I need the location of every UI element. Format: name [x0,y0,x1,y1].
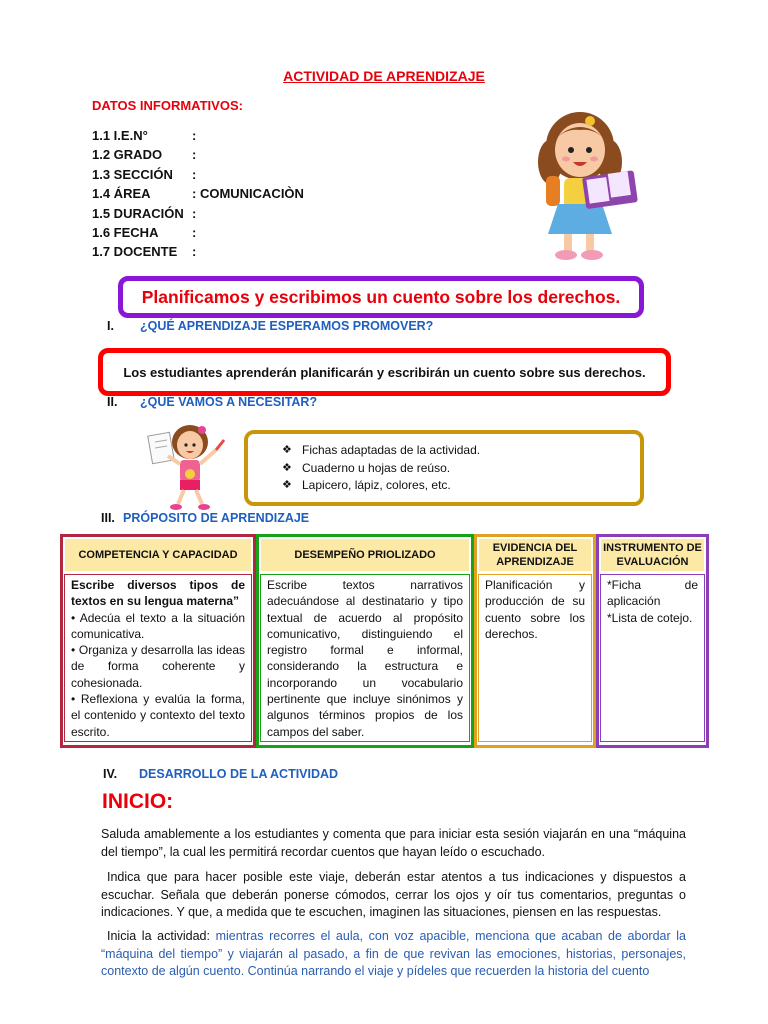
paragraph: Inicia la actividad: mientras recorres el aula, con voz apacible, menciona que acaban de abordar la “máquina del tiempo” y viajarán al pasado, a fin de que revivan las emociones, historias, personajes, contexto de algún cuento. Continúa narrando el viaje y pídeles que recuerden la historia del cuento [101,929,686,978]
inicio-heading: INICIO: [102,790,174,813]
paragraph: Saluda amablemente a los estudiantes y comenta que para iniciar esta sesión viajarán en una “máquina del tiempo”, la cual les permitirá recordar cuentos que hayan leído o escuchado. [101,827,686,859]
proposito-table [60,534,709,748]
diamond-bullet-icon: ❖ [282,461,292,474]
table-header: INSTRUMENTO DE EVALUACIÓN [601,539,704,571]
aprendizaje-box: Los estudiantes aprenderán planificarán y escribirán un cuento sobre sus derechos. [98,348,671,396]
paragraph: Indica que para hacer posible este viaje, deberán estar atentos a tus indicaciones y dispuestos a escuchar. Señala que deberán ponerse cómodos, cerrar los ojos y oír tus comentarios, preguntas o indicaciones. Y que, a medida que te escuchen, imaginen las situaciones, piensen en las respuestas. [101,870,686,919]
datos-row: 1.5 DURACIÓN : [92,205,197,221]
list-item: ❖ Cuaderno u hojas de reúso. [282,460,640,478]
section-heading-1: I. ¿QUÉ APRENDIZAJE ESPERAMOS PROMOVER? [107,319,434,333]
girl-reading-illustration [528,104,648,264]
competencia-cell: Escribe diversos tipos de textos en su lengua materna” • Adecúa el texto a la situación comunicativa. • Organiza y desarrolla las ideas de forma coherente y cohesionada. • Reflexiona y evalúa la forma, el contenido y contexto del texto escrito. [64,574,252,742]
datos-heading: DATOS INFORMATIVOS: [92,98,243,113]
datos-row: 1.6 FECHA : [92,225,197,241]
datos-row: 1.7 DOCENTE : [92,244,197,260]
girl-with-paper-illustration [146,420,232,516]
datos-list [92,126,304,262]
diamond-bullet-icon: ❖ [282,444,292,456]
datos-row: 1.1 I.E.N° : [92,128,197,143]
diamond-bullet-icon: ❖ [282,479,292,491]
section-heading-3: III. PRÓPOSITO DE APRENDIZAJE [101,511,310,525]
materiales-box [244,430,644,506]
section-heading-4: IV. DESARROLLO DE LA ACTIVIDAD [103,767,339,781]
desempeno-cell: Escribe textos narrativos adecuándose al destinatario y tipo textual de acuerdo al propósito comunicativo, distinguiendo el registro formal e informal, considerando la estructura e incorporando un vocabulario pertinente que incluye sinónimos y algunos términos propios de los campos del saber. [260,574,470,742]
instrumento-cell: *Ficha de aplicación *Lista de cotejo. [600,574,705,742]
session-title-box: Planificamos y escribimos un cuento sobre los derechos. [118,276,644,318]
section-heading-2: II. ¿QUÉ VAMOS A NECESITAR? [107,395,318,409]
datos-row: 1.3 SECCIÓN : [92,166,197,182]
list-item: ❖ Fichas adaptadas de la actividad. [282,442,640,460]
datos-row: 1.4 ÁREA : COMUNICACIÒN [92,186,304,202]
list-item: ❖ Lapicero, lápiz, colores, etc. [282,477,640,495]
evidencia-cell: Planificación y producción de su cuento sobre los derechos. [478,574,592,742]
table-header: COMPETENCIA Y CAPACIDAD [65,539,251,571]
page-title: ACTIVIDAD DE APRENDIZAJE [283,68,485,84]
table-header: DESEMPEÑO PRIOLIZADO [261,539,469,571]
table-header: EVIDENCIA DEL APRENDIZAJE [479,539,591,571]
datos-row: 1.2 GRADO : [92,147,197,163]
